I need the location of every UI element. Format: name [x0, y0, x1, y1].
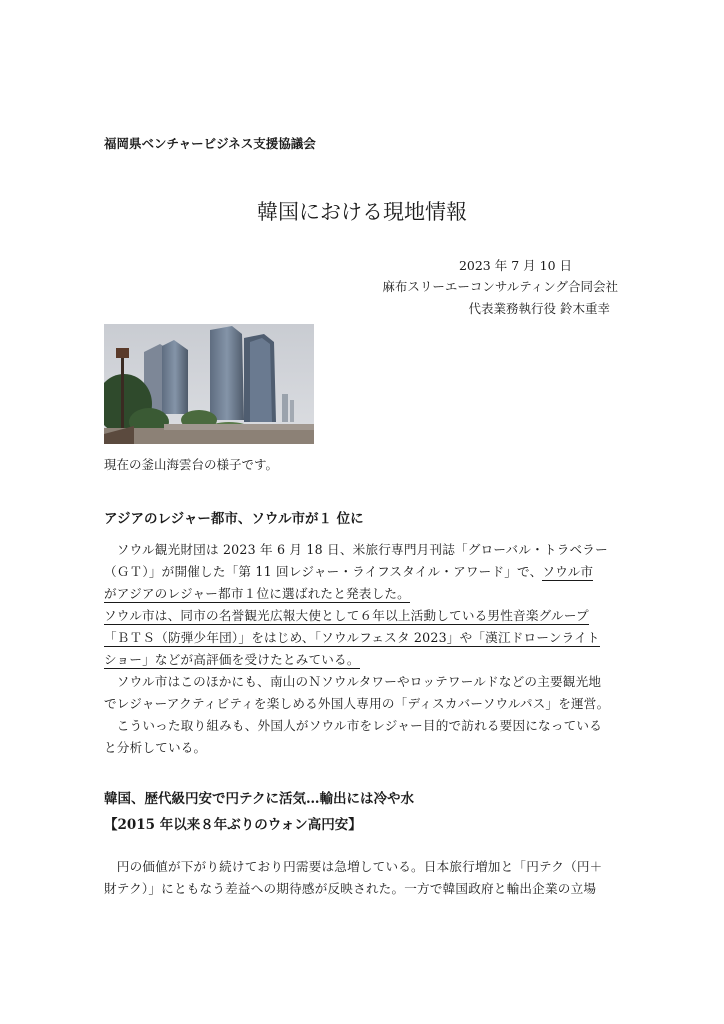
- section1-line: [104, 540, 608, 560]
- section2-line: 財テク）」にともなう差益への期待感が反映された。一方で韓国政府と輸出企業の立場: [104, 881, 597, 896]
- section1-line: [104, 650, 360, 670]
- document-title: 韓国における現地情報: [257, 200, 467, 224]
- section2-heading: 韓国、歴代級円安で円テクに活気…輸出には冷や水: [104, 791, 414, 807]
- section1-line: [104, 716, 602, 736]
- text-run: （ＧＴ）」が開催した「第 11 回レジャー・ライフスタイル・アワード」で、: [104, 564, 543, 579]
- section1-line: [104, 738, 206, 758]
- haeundae-photo: [104, 324, 314, 444]
- section1-line: [104, 562, 593, 582]
- section1-line: [104, 628, 600, 648]
- section2-subheading: 【2015 年以来８年ぶりのウォン高円安】: [104, 817, 362, 833]
- organization-name: 福岡県ベンチャービジネス支援協議会: [104, 136, 316, 151]
- section1-line: [104, 694, 609, 714]
- section2-line: 円の価値が下がり続けており円需要は急増している。日本旅行増加と「円テク（円＋: [104, 859, 603, 874]
- underlined-text: がアジアのレジャー都市１位に選ばれたと発表した。: [104, 586, 410, 601]
- section1-line: [104, 584, 410, 604]
- underlined-text: ソウル市は、同市の名誉観光広報大使として６年以上活動している男性音楽グループ: [104, 608, 589, 623]
- section1-heading: アジアのレジャー都市、ソウル市が１ 位に: [104, 511, 364, 527]
- text-run: でレジャーアクティビティを楽しめる外国人専用の「ディスカバーソウルパス」を運営。: [104, 696, 610, 711]
- text-run: ソウル観光財団は 2023 年 6 月 18 日、米旅行専門月刊誌「グローバル・トラベラー: [104, 542, 608, 557]
- company-name: 麻布スリーエーコンサルティング合同会社: [382, 279, 618, 294]
- underlined-text: 「ＢＴＳ（防弾少年団）」をはじめ、「ソウルフェスタ 2023」や「漢江ドローンライト: [104, 630, 600, 645]
- text-run: ソウル市はこのほかにも、南山のＮソウルタワーやロッテワールドなどの主要観光地: [104, 674, 602, 689]
- photo-caption: 現在の釜山海雲台の様子です。: [104, 457, 279, 472]
- text-run: こういった取り組みも、外国人がソウル市をレジャー目的で訪れる要因になっている: [104, 718, 603, 733]
- section1-line: [104, 606, 589, 626]
- underlined-text: ソウル市: [542, 564, 594, 579]
- text-run: と分析している。: [104, 740, 207, 755]
- section1-line: [104, 672, 601, 692]
- underlined-text: ショー」などが高評価を受けたとみている。: [104, 652, 360, 667]
- representative-name: 代表業務執行役 鈴木重幸: [468, 301, 610, 316]
- document-date: 2023 年 7 月 10 日: [458, 258, 572, 273]
